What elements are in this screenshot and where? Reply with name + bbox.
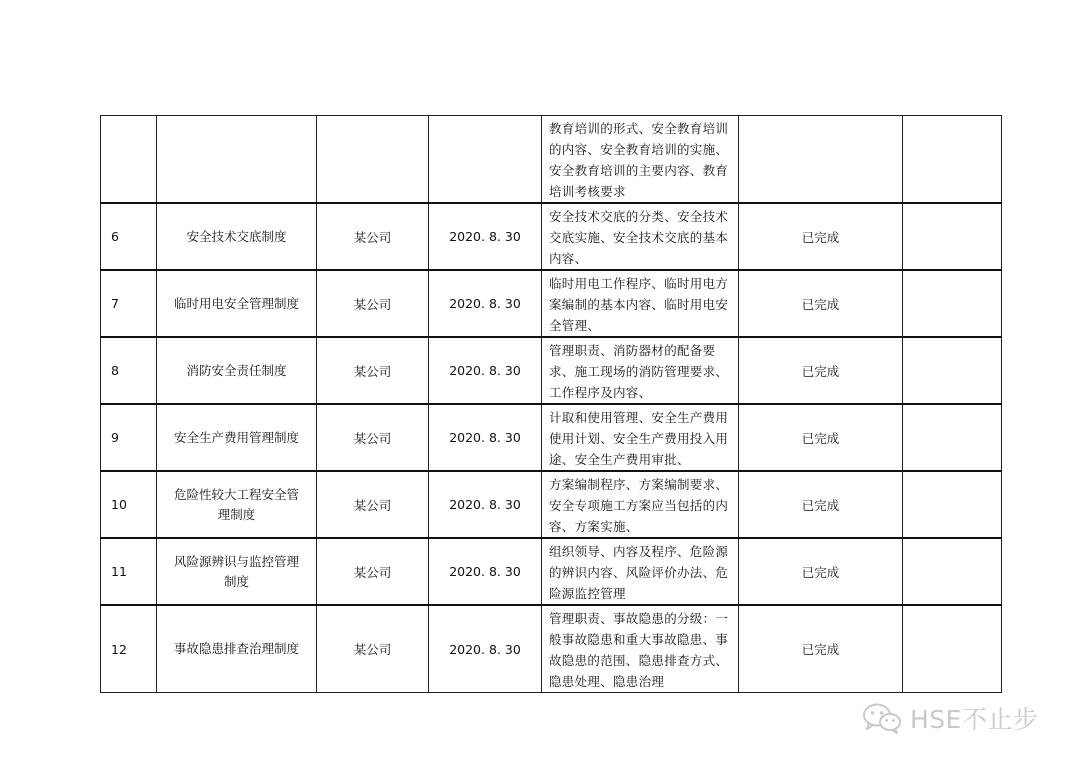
content-cell: 组织领导、内容及程序、危险源的辨识内容、风险评价办法、危险源监控管理 (542, 538, 739, 605)
empty-cell (903, 538, 1002, 605)
system-name: 危险性较大工程安全管理制度 (157, 471, 317, 538)
system-name: 临时用电安全管理制度 (157, 270, 317, 337)
row-number: 12 (101, 605, 157, 693)
date-cell: 2020. 8. 30 (429, 538, 542, 605)
empty-cell (903, 203, 1002, 270)
table-row (101, 538, 1002, 605)
content-cell: 管理职责、事故隐患的分级：一般事故隐患和重大事故隐患、事故隐患的范围、隐患排查方式、隐患处理、隐患治理 (542, 605, 739, 693)
status-cell: 已完成 (739, 404, 903, 471)
row-number: 7 (101, 270, 157, 337)
table-row (101, 471, 1002, 538)
row-number (101, 116, 157, 204)
date-cell: 2020. 8. 30 (429, 203, 542, 270)
row-number: 9 (101, 404, 157, 471)
watermark (862, 700, 1038, 736)
company-cell: 某公司 (317, 337, 429, 404)
company-cell: 某公司 (317, 471, 429, 538)
date-cell: 2020. 8. 30 (429, 337, 542, 404)
system-name: 安全生产费用管理制度 (157, 404, 317, 471)
system-name: 安全技术交底制度 (157, 203, 317, 270)
document-table (100, 115, 1002, 693)
empty-cell (903, 605, 1002, 693)
content-cell: 教育培训的形式、安全教育培训的内容、安全教育培训的实施、安全教育培训的主要内容、教育培训考核要求 (542, 116, 739, 204)
content-cell: 临时用电工作程序、临时用电方案编制的基本内容、临时用电安全管理、 (542, 270, 739, 337)
date-cell (429, 116, 542, 204)
status-cell: 已完成 (739, 471, 903, 538)
empty-cell (903, 471, 1002, 538)
wechat-icon (862, 702, 902, 734)
table-row (101, 404, 1002, 471)
company-cell: 某公司 (317, 404, 429, 471)
row-number: 11 (101, 538, 157, 605)
company-cell: 某公司 (317, 270, 429, 337)
status-cell: 已完成 (739, 203, 903, 270)
date-cell: 2020. 8. 30 (429, 270, 542, 337)
company-cell: 某公司 (317, 538, 429, 605)
company-cell: 某公司 (317, 203, 429, 270)
status-cell: 已完成 (739, 337, 903, 404)
system-name: 事故隐患排查治理制度 (157, 605, 317, 693)
table-row (101, 337, 1002, 404)
content-cell: 方案编制程序、方案编制要求、安全专项施工方案应当包括的内容、方案实施、 (542, 471, 739, 538)
content-cell: 安全技术交底的分类、安全技术交底实施、安全技术交底的基本内容、 (542, 203, 739, 270)
table-row (101, 270, 1002, 337)
date-cell: 2020. 8. 30 (429, 404, 542, 471)
system-name (157, 116, 317, 204)
company-cell (317, 116, 429, 204)
system-name: 风险源辨识与监控管理制度 (157, 538, 317, 605)
watermark-text: HSE不止步 (910, 705, 1039, 734)
content-cell: 计取和使用管理、安全生产费用使用计划、安全生产费用投入用途、安全生产费用审批、 (542, 404, 739, 471)
table-row (101, 605, 1002, 693)
content-cell: 管理职责、消防器材的配备要求、施工现场的消防管理要求、工作程序及内容、 (542, 337, 739, 404)
row-number: 10 (101, 471, 157, 538)
status-cell: 已完成 (739, 270, 903, 337)
row-number: 8 (101, 337, 157, 404)
company-cell: 某公司 (317, 605, 429, 693)
empty-cell (903, 404, 1002, 471)
date-cell: 2020. 8. 30 (429, 471, 542, 538)
table-row (101, 116, 1002, 204)
table-row (101, 203, 1002, 270)
status-cell (739, 116, 903, 204)
row-number: 6 (101, 203, 157, 270)
empty-cell (903, 337, 1002, 404)
status-cell: 已完成 (739, 538, 903, 605)
empty-cell (903, 270, 1002, 337)
status-cell: 已完成 (739, 605, 903, 693)
system-name: 消防安全责任制度 (157, 337, 317, 404)
date-cell: 2020. 8. 30 (429, 605, 542, 693)
empty-cell (903, 116, 1002, 204)
